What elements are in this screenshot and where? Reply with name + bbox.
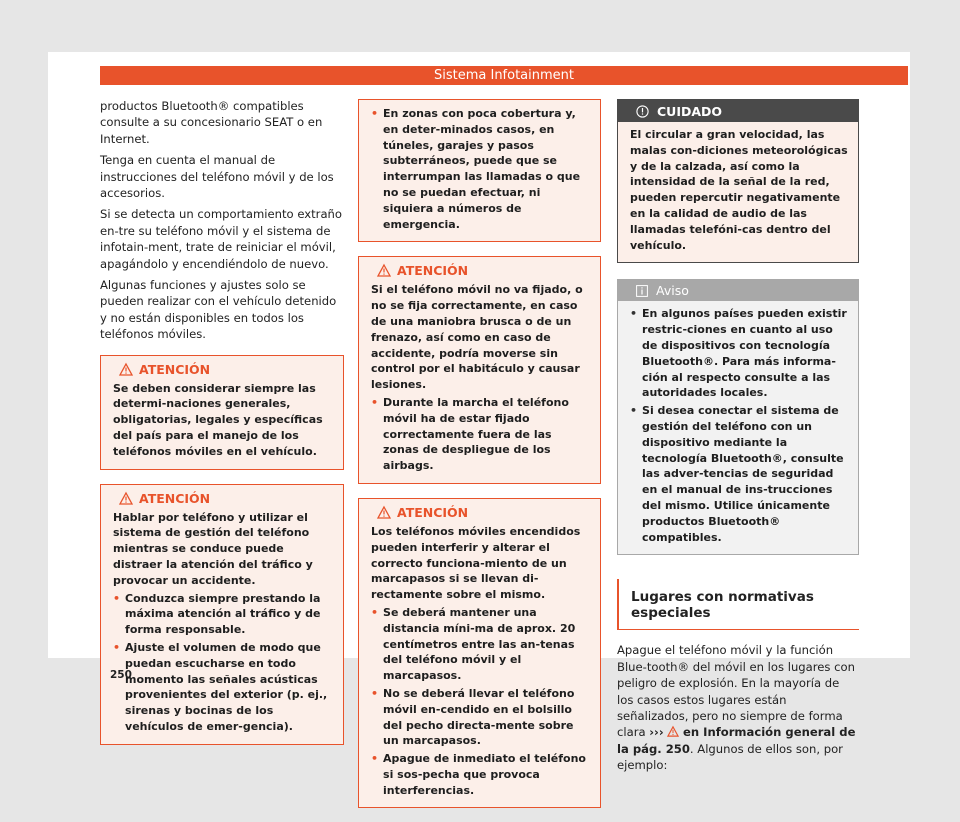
warning-box <box>100 355 344 470</box>
caution-title: CUIDADO <box>657 103 723 119</box>
column-3 <box>617 99 859 779</box>
warning-box <box>358 256 601 484</box>
paragraph: Apague el teléfono móvil y la función Blue-tooth® del móvil en los lugares con peligro de explosión. En la mayoría de los casos estos lugares están señalizados, pero no siempre de forma clara ››› en Información general de la pág. 250. Algunos de ellos son, por ejemplo: <box>617 643 856 773</box>
bullet-icon: • <box>371 752 379 766</box>
warning-title: ATENCIÓN <box>139 490 211 506</box>
notice-title: Aviso <box>656 283 689 299</box>
warning-body <box>359 522 600 808</box>
list-item: • Apague de inmediato el teléfono si sos-pecha que provoca interferencias. <box>371 752 586 797</box>
page-header-title: Sistema Infotainment <box>433 68 574 83</box>
bullet-icon: • <box>371 395 379 409</box>
caution-body <box>618 122 858 262</box>
caution-box <box>617 99 859 263</box>
info-square-icon <box>636 285 648 297</box>
bullet-icon: • <box>630 404 638 418</box>
warning-body <box>359 280 600 483</box>
warning-text: Si el teléfono móvil no va fijado, o no se fija correctamente, en caso de una maniobra brusca o de un frenazo, así como en caso de accidente, podría moverse sin control por el habitáculo y causar lesiones. <box>371 283 583 392</box>
warning-body <box>101 508 343 744</box>
warning-box-header <box>359 257 600 280</box>
warning-box <box>358 498 601 809</box>
warning-triangle-icon <box>119 492 133 505</box>
section-title: Lugares con normativas especiales <box>617 579 859 630</box>
paragraph: Si se detecta un comportamiento extraño en-tre su teléfono móvil y el sistema de infotain-ment, trate de reiniciar el móvil, apagándolo y encendiéndolo de nuevo. <box>100 207 342 271</box>
warning-triangle-icon <box>377 264 391 277</box>
info-circle-icon <box>636 105 649 118</box>
page-header-bar <box>100 66 908 85</box>
paragraph: Tenga en cuenta el manual de instrucciones del teléfono móvil y de los accesorios. <box>100 153 334 201</box>
page-number: 250 <box>110 669 132 681</box>
notice-box-header <box>618 280 858 301</box>
notice-box <box>617 279 859 555</box>
warning-triangle-icon <box>119 363 133 376</box>
column-2 <box>358 99 601 822</box>
warning-body <box>101 379 343 469</box>
column-1 <box>100 98 344 759</box>
warning-text: Se deben considerar siempre las determi-naciones generales, obligatorias, legales y específicas del país para el manejo de los teléfonos móviles en el vehículo. <box>113 381 323 458</box>
warning-text: Los teléfonos móviles encendidos pueden interferir y alterar el correcto funciona-miento de un marcapasos si se llevan di-rectamente sobre el mismo. <box>371 524 581 602</box>
warning-text: Hablar por teléfono y utilizar el sistema de gestión del teléfono mientras se conduce puede distraer la atención del tráfico y provocar un accidente. <box>113 510 313 587</box>
list-item: • Durante la marcha el teléfono móvil ha de estar fijado correctamente fuera de las zonas de despliegue de los airbags. <box>371 395 569 473</box>
list-item: • En zonas con poca cobertura y, en deter-minados casos, en túneles, garajes y pasos subterráneos, puede que se interrumpan las llamadas o que no se puedan efectuar, ni siquiera a números de emergencia. <box>371 107 581 231</box>
bullet-icon: • <box>630 307 638 321</box>
bullet-icon: • <box>371 107 379 120</box>
bullet-icon: • <box>113 641 121 655</box>
caution-box-header <box>618 100 858 122</box>
notice-body <box>618 301 858 554</box>
warning-body <box>359 100 600 241</box>
paragraph: Algunas funciones y ajustes solo se pueden realizar con el vehículo detenido y no están disponibles en todos los teléfonos móviles. <box>100 278 337 342</box>
warning-box-header <box>101 356 343 379</box>
warning-triangle-icon <box>667 726 679 737</box>
reference-arrows: ››› <box>649 725 664 740</box>
warning-title: ATENCIÓN <box>139 361 211 377</box>
bullet-icon: • <box>371 686 379 700</box>
warning-triangle-icon <box>377 506 391 519</box>
list-item: • Conduzca siempre prestando la máxima atención al tráfico y de forma responsable. <box>113 591 321 637</box>
warning-box-continued <box>358 99 601 242</box>
manual-page <box>48 52 910 797</box>
page-reference-link[interactable]: en Información general de la pág. 250 <box>617 725 856 756</box>
caution-text: El circular a gran velocidad, las malas con-diciones meteorológicas y de la calzada, así como la intensidad de la señal de la red, pueden repercutir negativamente en la calidad de audio de las llamadas telefóni-cas dentro del vehículo. <box>630 128 848 252</box>
list-item: • Ajuste el volumen de modo que puedan escucharse en todo momento las señales acústicas provenientes del exterior (p. ej., sirenas y bocinas de los vehículos de emer-gencia). <box>113 641 328 734</box>
list-item: • En algunos países pueden existir restric-ciones en cuanto al uso de dispositivos con tecnología Bluetooth®. Para más informa-ción al respecto consulte a las autoridades locales. <box>630 307 847 400</box>
bullet-icon: • <box>113 591 121 605</box>
bullet-icon: • <box>371 605 379 619</box>
warning-box <box>100 484 344 745</box>
warning-box-header <box>101 485 343 508</box>
list-item: • Se deberá mantener una distancia míni-ma de aprox. 20 centímetros entre las an-tenas del teléfono móvil y el marcapasos. <box>371 605 576 683</box>
warning-title: ATENCIÓN <box>397 504 469 520</box>
warning-box-header <box>359 499 600 522</box>
warning-title: ATENCIÓN <box>397 263 469 279</box>
paragraph: productos Bluetooth® compatibles consulte a su concesionario SEAT o en Internet. <box>100 99 323 146</box>
list-item: • Si desea conectar el sistema de gestión del teléfono con un dispositivo mediante la tecnología Bluetooth®, consulte las adver-tencias de seguridad en el manual de ins-trucciones del mismo. Utilice únicamente productos Bluetooth® compatibles. <box>630 404 844 544</box>
list-item: • No se deberá llevar el teléfono móvil en-cendido en el bolsillo del pecho directa-mente sobre un marcapasos. <box>371 686 575 748</box>
